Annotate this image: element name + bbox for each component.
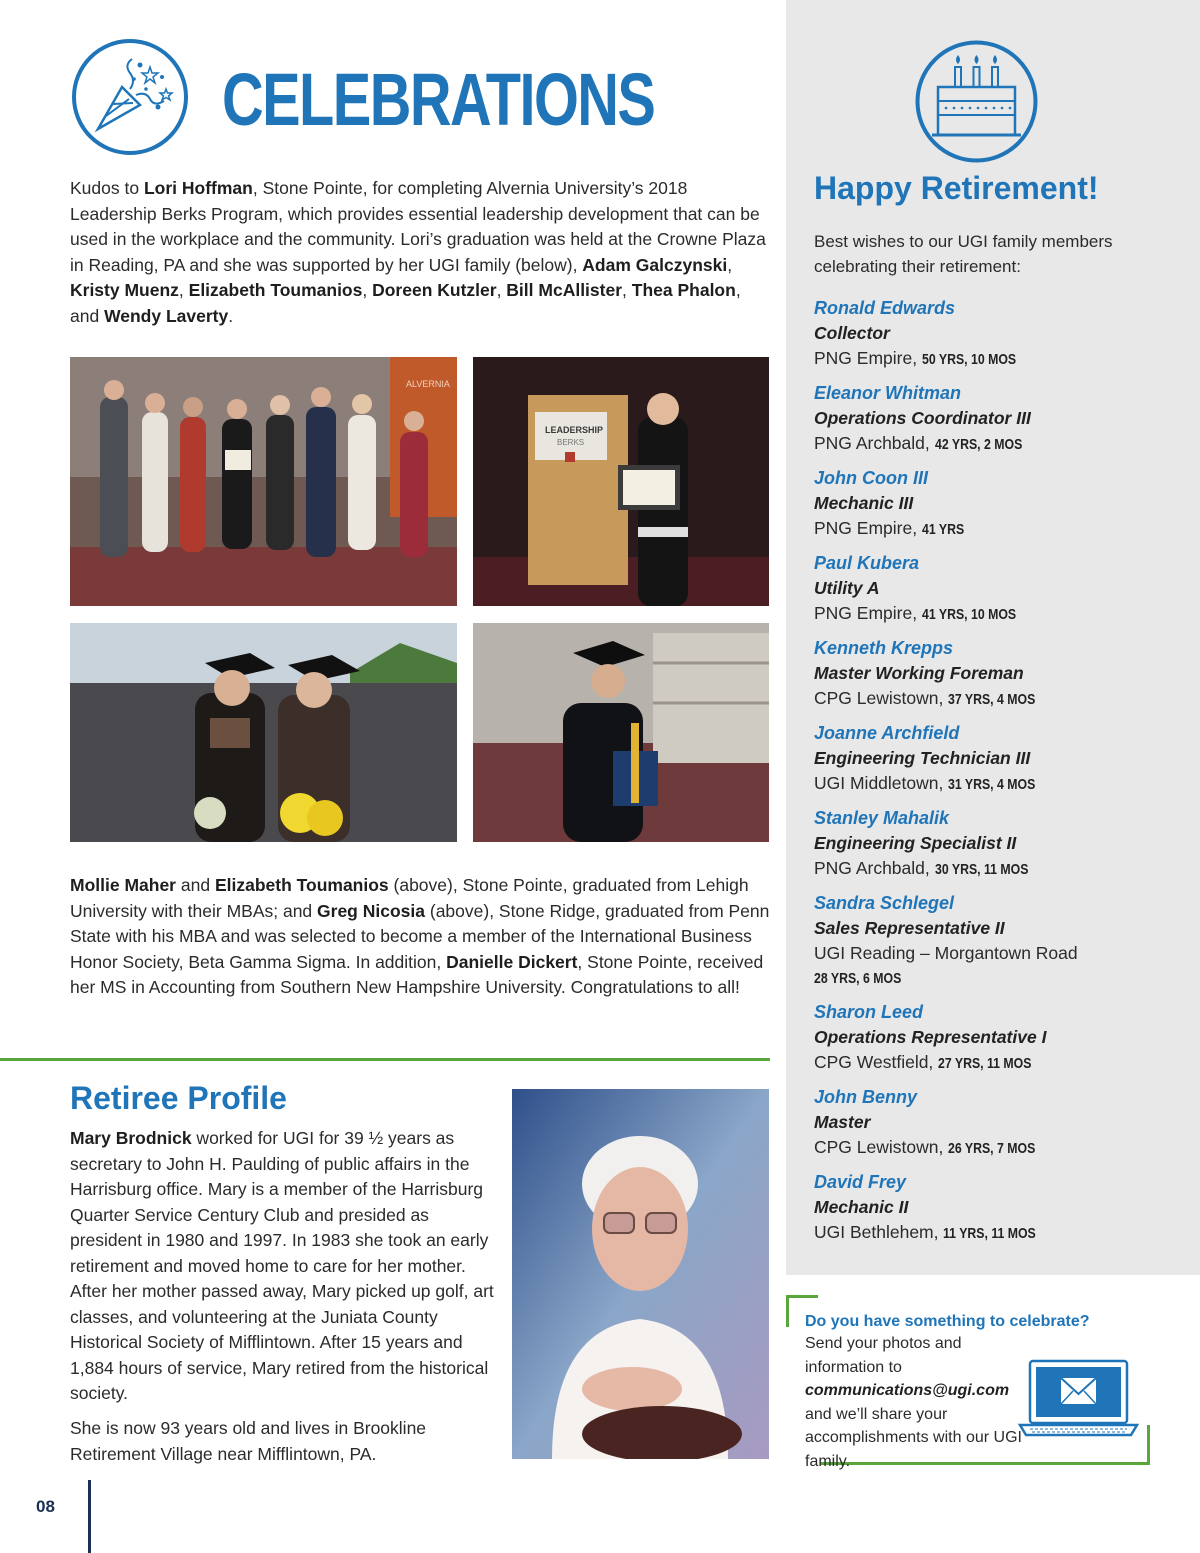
retiree-service-years: 41 YRS — [921, 521, 965, 538]
retiree-service-years: 42 YRS, 2 MOS — [934, 436, 1022, 453]
retiree-name: David Frey — [814, 1172, 907, 1192]
retiree-name: Eleanor Whitman — [814, 383, 962, 403]
retiree-name: Kenneth Krepps — [814, 638, 954, 658]
page-title: CELEBRATIONS — [222, 58, 655, 141]
intro-paragraph: Kudos to Lori Hoffman, Stone Pointe, for completing Alvernia University’s 2018 Leadership Berks Program, which provides essential leadership development that can be used in the workplace and the community. Lori’s graduation was held at the Crowne Plaza in Reading, PA and she was supported by her UGI family (below), Adam Galczynski, Kristy Muenz, Elizabeth Toumanios, Doreen Kutzler, Bill McAllister, Thea Phalon, and Wendy Laverty. — [70, 178, 766, 326]
retiree-service-years: 26 YRS, 7 MOS — [948, 1140, 1036, 1157]
retiree-location: UGI Middletown, 31 YRS, 4 MOS — [814, 771, 1184, 797]
graduates-paragraph: Mollie Maher and Elizabeth Toumanios (above), Stone Pointe, graduated from Lehigh University with their MBAs; and Greg Nicosia (above), Stone Ridge, graduated from Penn State with his MBA and was selected to become a member of the International Business Honor Society, Beta Gamma Sigma. In addition, Danielle Dickert, Stone Pointe, received her MS in Accounting from Southern New Hampshire University. Congratulations to all! — [70, 875, 770, 997]
retiree-service-years: 28 YRS, 6 MOS — [814, 970, 902, 987]
svg-text:ALVERNIA: ALVERNIA — [406, 379, 450, 389]
retiree-role: Master — [814, 1112, 871, 1132]
list-item — [814, 636, 1184, 712]
retiree-role: Collector — [814, 323, 890, 343]
retiree-name: John Benny — [814, 1087, 918, 1107]
retiree-profile-body: Mary Brodnick worked for UGI for 39 ½ years as secretary to John H. Paulding of public affairs in the Harrisburg office. Mary is a member of the Harrisburg Quarter Service Century Club and presided as president in 1980 and 1997. In 1983 she took an early retirement and moved home to care for her mother. After her mother passed away, Mary picked up golf, art classes, and volunteering at the Juniata County Historical Society of Mifflintown. After 15 years and 1,884 hours of service, Mary retired from the historical society. — [70, 1128, 494, 1403]
retiree-role: Utility A — [814, 578, 880, 598]
graduates-photo — [70, 623, 457, 842]
retiree-list — [814, 296, 1184, 1255]
retiree-service-years: 50 YRS, 10 MOS — [921, 351, 1017, 368]
retiree-location: PNG Empire, 41 YRS — [814, 516, 1184, 542]
happy-retirement-title: Happy Retirement! — [814, 170, 1099, 206]
retiree-name: John Coon III — [814, 468, 928, 488]
retiree-role: Master Working Foreman — [814, 663, 1024, 683]
list-item — [814, 1000, 1184, 1076]
retiree-location: CPG Lewistown, 37 YRS, 4 MOS — [814, 686, 1184, 712]
party-popper-icon — [70, 37, 190, 157]
retiree-role: Mechanic II — [814, 1197, 909, 1217]
section-divider — [0, 1058, 770, 1061]
svg-text:BERKS: BERKS — [557, 438, 585, 447]
retiree-service-years: 11 YRS, 11 MOS — [943, 1225, 1037, 1242]
retiree-profile-title: Retiree Profile — [70, 1080, 287, 1116]
callout-border — [786, 1295, 818, 1298]
retiree-role: Operations Representative I — [814, 1027, 1047, 1047]
retiree-location: PNG Archbald, 30 YRS, 11 MOS — [814, 856, 1184, 882]
list-item — [814, 296, 1184, 372]
retiree-profile-closing: She is now 93 years old and lives in Brookline Retirement Village near Mifflintown, PA. — [70, 1418, 427, 1464]
page-number: 08 — [36, 1497, 55, 1516]
retiree-location: CPG Westfield, 27 YRS, 11 MOS — [814, 1050, 1184, 1076]
retiree-role: Operations Coordinator III — [814, 408, 1031, 428]
retiree-role: Engineering Specialist II — [814, 833, 1017, 853]
list-item — [814, 1085, 1184, 1161]
callout-text: Send your photos and information to communications@ugi.com and we’ll share your accomplishments with our UGI family. — [805, 1335, 1022, 1470]
footer-divider — [88, 1480, 91, 1553]
list-item — [814, 1170, 1184, 1246]
birthday-cake-icon — [914, 39, 1039, 164]
retiree-location: PNG Empire, 41 YRS, 10 MOS — [814, 601, 1184, 627]
retiree-location: CPG Lewistown, 26 YRS, 7 MOS — [814, 1135, 1184, 1161]
list-item — [814, 466, 1184, 542]
email-link[interactable]: communications@ugi.com — [805, 1382, 1010, 1399]
retiree-service-years: 31 YRS, 4 MOS — [948, 776, 1036, 793]
retiree-service-years: 30 YRS, 11 MOS — [934, 861, 1029, 878]
callout-border — [786, 1295, 789, 1327]
list-item — [814, 551, 1184, 627]
retiree-name: Stanley Mahalik — [814, 808, 950, 828]
retiree-name: Sharon Leed — [814, 1002, 924, 1022]
retiree-location: UGI Bethlehem, 11 YRS, 11 MOS — [814, 1220, 1184, 1246]
retiree-service-years: 41 YRS, 10 MOS — [921, 606, 1017, 623]
list-item — [814, 381, 1184, 457]
graduate-diploma-photo — [473, 623, 769, 842]
retiree-name: Paul Kubera — [814, 553, 920, 573]
retiree-name: Joanne Archfield — [814, 723, 960, 743]
retiree-location: PNG Archbald, 42 YRS, 2 MOS — [814, 431, 1184, 457]
callout-question: Do you have something to celebrate? — [805, 1313, 1090, 1330]
callout-border — [1147, 1425, 1150, 1465]
group-photo — [70, 357, 457, 606]
list-item — [814, 891, 1184, 991]
retiree-name: Ronald Edwards — [814, 298, 956, 318]
retiree-location: UGI Reading – Morgantown Road — [814, 943, 1078, 963]
retiree-service-years: 27 YRS, 11 MOS — [938, 1055, 1032, 1072]
retiree-portrait — [512, 1089, 769, 1459]
podium-photo — [473, 357, 769, 606]
list-item — [814, 721, 1184, 797]
retiree-role: Engineering Technician III — [814, 748, 1031, 768]
list-item — [814, 806, 1184, 882]
laptop-mail-icon — [1016, 1358, 1141, 1438]
retiree-role: Mechanic III — [814, 493, 914, 513]
retirement-intro: Best wishes to our UGI family members celebrating their retirement: — [814, 232, 1113, 276]
retiree-location: PNG Empire, 50 YRS, 10 MOS — [814, 346, 1184, 372]
retiree-name: Sandra Schlegel — [814, 893, 955, 913]
retiree-role: Sales Representative II — [814, 918, 1005, 938]
svg-text:LEADERSHIP: LEADERSHIP — [545, 425, 604, 435]
retiree-service-years: 37 YRS, 4 MOS — [948, 691, 1036, 708]
